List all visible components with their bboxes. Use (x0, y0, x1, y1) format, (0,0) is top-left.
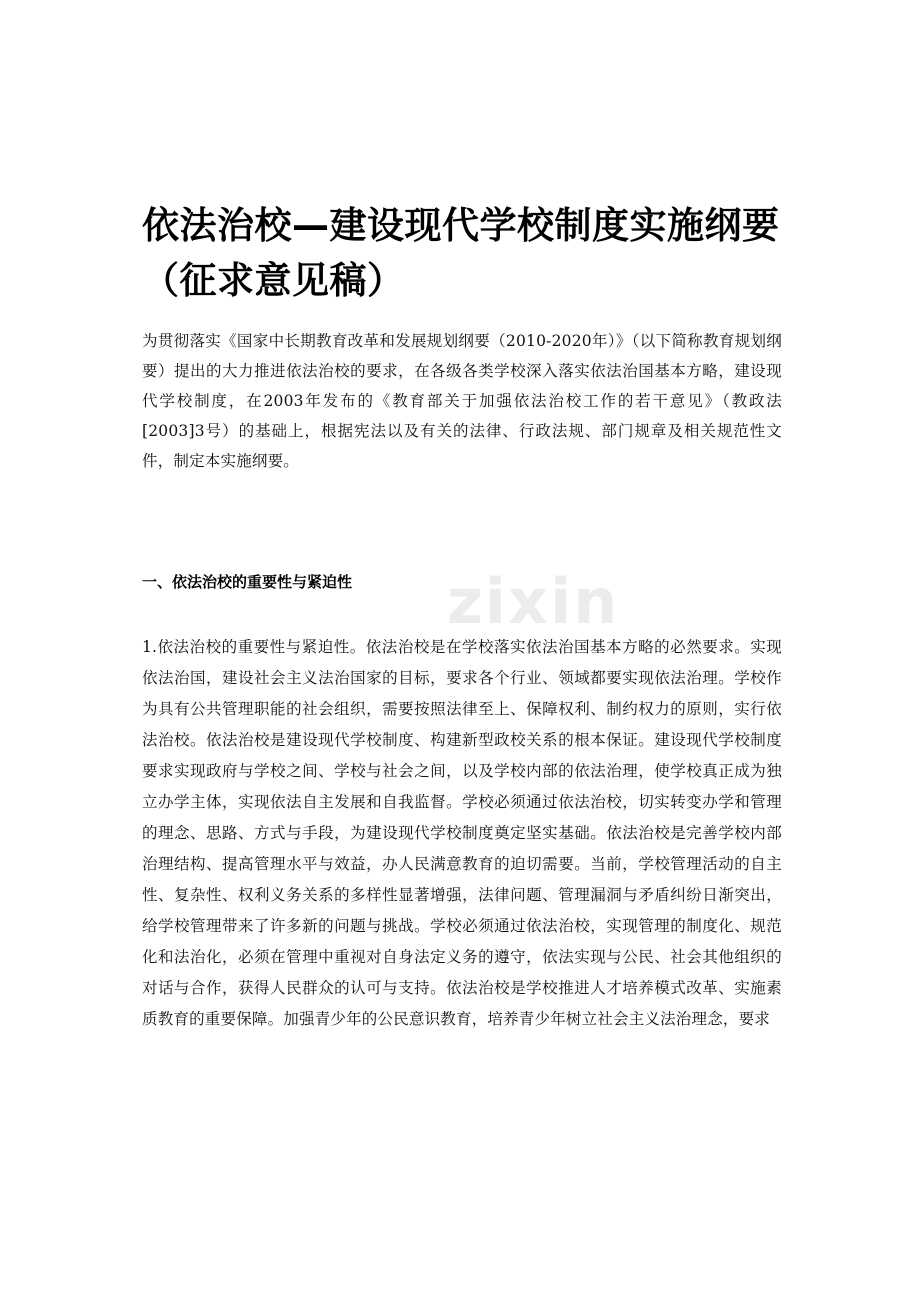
section-heading: 一、依法治校的重要性与紧迫性 (142, 573, 353, 591)
intro-paragraph: 为贯彻落实《国家中长期教育改革和发展规划纲要（2010-2020年）》（以下简称教育规划纲要）提出的大力推进依法治校的要求，在各级各类学校深入落实依法治国基本方略，建设现代学校制度，在2003年发布的《教育部关于加强依法治校工作的若干意见》（教政法[2003]3号）的基础上，根据宪法以及有关的法律、行政法规、部门规章及相关规范性文件，制定本实施纲要。 (142, 332, 782, 470)
watermark-logo: zixin (446, 564, 620, 638)
document-title: 依法治校—建设现代学校制度实施纲要（征求意见稿） (142, 204, 780, 302)
body-paragraph: 1.依法治校的重要性与紧迫性。依法治校是在学校落实依法治国基本方略的必然要求。实现依法治国，建设社会主义法治国家的目标，要求各个行业、领域都要实现依法治理。学校作为具有公共管理职能的社会组织，需要按照法律至上、保障权利、制约权力的原则，实行依法治校。依法治校是建设现代学校制度、构建新型政校关系的根本保证。建设现代学校制度要求实现政府与学校之间、学校与社会之间，以及学校内部的依法治理，使学校真正成为独立办学主体，实现依法自主发展和自我监督。学校必须通过依法治校，切实转变办学和管理的理念、思路、方式与手段，为建设现代学校制度奠定坚实基础。依法治校是完善学校内部治理结构、提高管理水平与效益，办人民满意教育的迫切需要。当前，学校管理活动的自主性、复杂性、权利义务关系的多样性显著增强，法律问题、管理漏洞与矛盾纠纷日渐突出，给学校管理带来了许多新的问题与挑战。学校必须通过依法治校，实现管理的制度化、规范化和法治化，必须在管理中重视对自身法定义务的遵守，依法实现与公民、社会其他组织的对话与合作，获得人民群众的认可与支持。依法治校是学校推进人才培养模式改革、实施素质教育的重要保障。加强青少年的公民意识教育，培养青少年树立社会主义法治理念，要求 (142, 638, 782, 1028)
